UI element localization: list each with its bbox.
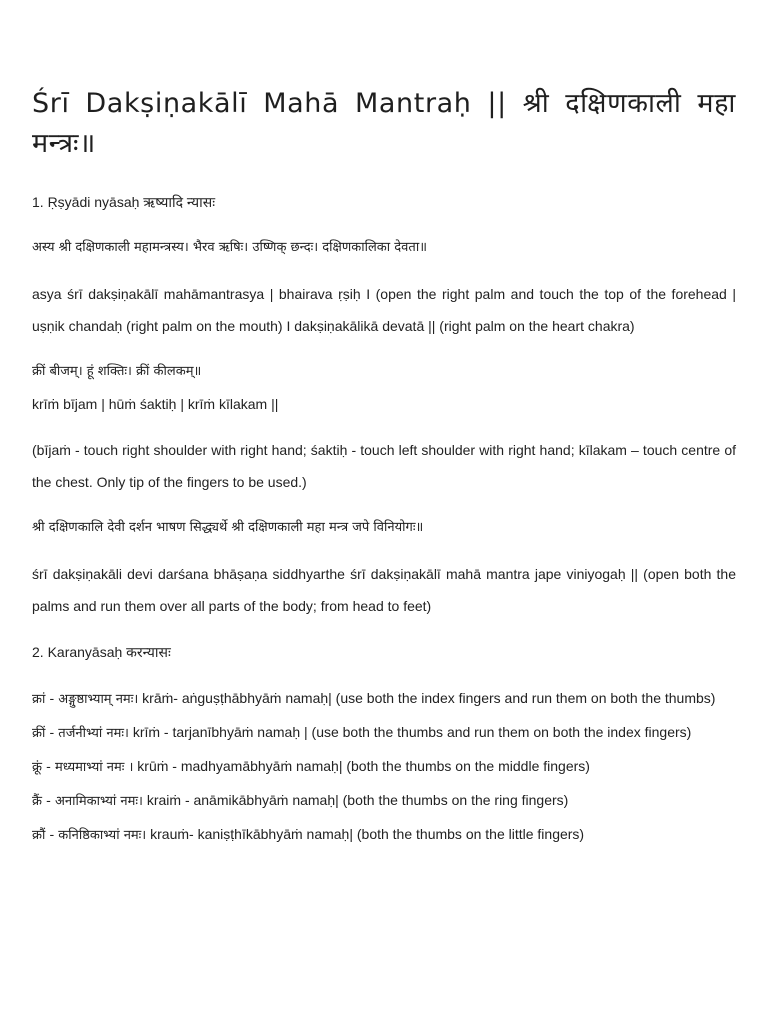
karanyasa-item bbox=[32, 716, 736, 750]
karanyasa-item bbox=[32, 750, 736, 784]
bija-sanskrit: क्रीं बीजम्। हूं शक्तिः। क्रीं कीलकम्॥ bbox=[32, 364, 202, 379]
karanyasa-transliteration: krīṁ - tarjanībhyāṁ namaḥ | (use both the thumbs and run them on both the index fingers) bbox=[128, 724, 692, 740]
document-page bbox=[32, 84, 736, 852]
karanyasa-transliteration: krūṁ - madhyamābhyāṁ namaḥ| (both the thumbs on the middle fingers) bbox=[133, 758, 590, 774]
karanyasa-item bbox=[32, 784, 736, 818]
karanyasa-sanskrit: क्रौं - कनिष्ठिकाभ्यां नमः। bbox=[32, 828, 147, 843]
karanyasa-sanskrit: क्रैं - अनामिकाभ्यां नमः। bbox=[32, 794, 143, 809]
karanyasa-sanskrit: क्रीं - तर्जनीभ्यां नमः। bbox=[32, 726, 129, 741]
bija-transliteration: krīṁ bījam | hūṁ śaktiḥ | krīṁ kīlakam || bbox=[32, 396, 279, 412]
karanyasa-transliteration: kraiṁ - anāmikābhyāṁ namaḥ| (both the thumbs on the ring fingers) bbox=[142, 792, 569, 808]
viniyoga-transliteration: śrī dakṣiṇakāli devi darśana bhāṣaṇa siddhyarthe śrī dakṣiṇakālī mahā mantra jape viniyogaḥ || (open both the palms and run them over all parts of the body; from head to feet) bbox=[32, 566, 736, 614]
page-title: Śrī Dakṣiṇakālī Mahā Mantraḥ || श्री दक्षिणकाली महा मन्त्रः॥ bbox=[32, 88, 736, 159]
karanyasa-item bbox=[32, 818, 736, 852]
section-1-transliteration: asya śrī dakṣiṇakālī mahāmantrasya | bhairava ṛṣiḥ I (open the right palm and touch the top of the forehead | uṣṇik chandaḥ (right palm on the mouth) I dakṣiṇakālikā devatā || (right palm on the heart chakra) bbox=[32, 286, 736, 334]
section-1-heading: 1. Ṛṣyādi nyāsaḥ ऋष्यादि न्यासः bbox=[32, 194, 216, 210]
karanyasa-transliteration: krāṁ- aṅguṣṭhābhyāṁ namaḥ| (use both the index fingers and run them on both the thumbs) bbox=[138, 690, 716, 706]
karanyasa-transliteration: krauṁ- kaniṣṭhīkābhyāṁ namaḥ| (both the thumbs on the little fingers) bbox=[146, 826, 585, 842]
karanyasa-sanskrit: क्रां - अङ्गुष्ठाभ्याम् नमः। bbox=[32, 692, 139, 707]
viniyoga-sanskrit: श्री दक्षिणकालि देवी दर्शन भाषण सिद्ध्यर्थे श्री दक्षिणकाली महा मन्त्र जपे विनियोगः॥ bbox=[32, 520, 424, 535]
bija-block bbox=[32, 356, 736, 420]
karanyasa-sanskrit: क्रूं - मध्यमाभ्यां नमः । bbox=[32, 760, 134, 775]
karanyasa-item bbox=[32, 682, 736, 716]
bija-instructions: (bījaṁ - touch right shoulder with right hand; śaktiḥ - touch left shoulder with right hand; kīlakam – touch centre of the chest. Only tip of the fingers to be used.) bbox=[32, 442, 736, 490]
section-1-sanskrit: अस्य श्री दक्षिणकाली महामन्त्रस्य। भैरव ऋषिः। उष्णिक् छन्दः। दक्षिणकालिका देवता॥ bbox=[32, 240, 427, 255]
section-2-heading: 2. Karanyāsaḥ करन्यासः bbox=[32, 644, 171, 660]
